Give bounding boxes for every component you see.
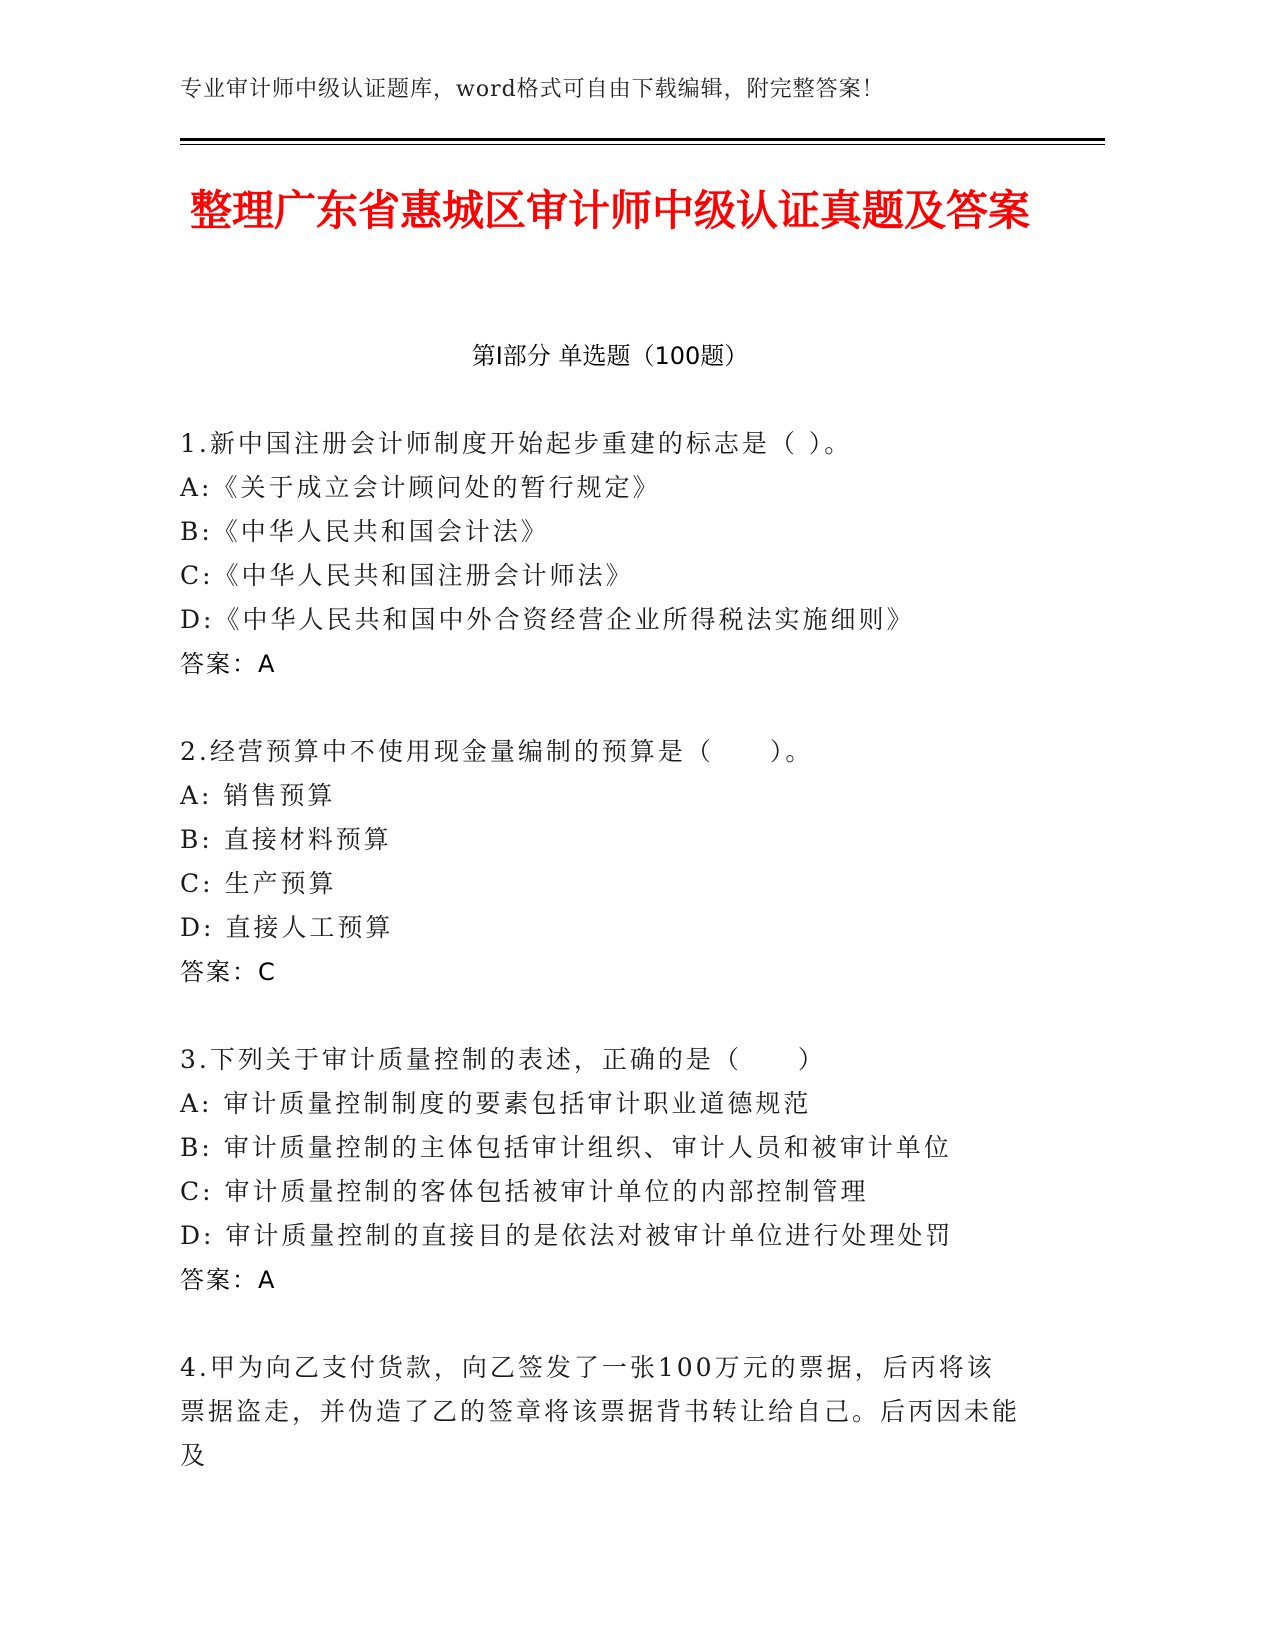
option-a: A: 审计质量控制制度的要素包括审计职业道德规范 <box>180 1089 812 1118</box>
option-a: A:《关于成立会计顾问处的暂行规定》 <box>180 473 661 502</box>
document-title: 整理广东省惠城区审计师中级认证真题及答案 <box>189 186 1030 235</box>
question-stem: 2.经营预算中不使用现金量编制的预算是（ ）。 <box>180 737 814 766</box>
question-4 <box>180 1346 1020 1478</box>
option-c: C: 审计质量控制的客体包括被审计单位的内部控制管理 <box>180 1177 869 1206</box>
question-2 <box>180 730 1020 994</box>
option-c: C: 生产预算 <box>180 869 337 898</box>
answer: 答案：A <box>180 650 277 678</box>
question-stem: 4.甲为向乙支付货款，向乙签发了一张100万元的票据，后丙将该票据盗走，并伪造了乙的签章将该票据背书转让给自己。后丙因未能及 <box>180 1353 1021 1470</box>
header-note: 专业审计师中级认证题库，word格式可自由下载编辑，附完整答案！ <box>180 77 885 102</box>
option-d: D: 审计质量控制的直接目的是依法对被审计单位进行处理处罚 <box>180 1221 954 1250</box>
answer: 答案：A <box>180 1266 277 1294</box>
question-stem: 3.下列关于审计质量控制的表述，正确的是（ ） <box>180 1045 826 1074</box>
question-list <box>180 422 1020 1522</box>
header-rule-thick <box>180 138 1105 141</box>
option-c: C:《中华人民共和国注册会计师法》 <box>180 561 634 590</box>
option-b: B: 直接材料预算 <box>180 825 392 854</box>
option-d: D:《中华人民共和国中外合资经营企业所得税法实施细则》 <box>180 605 915 634</box>
option-d: D: 直接人工预算 <box>180 913 394 942</box>
answer: 答案：C <box>180 958 277 986</box>
question-3 <box>180 1038 1020 1302</box>
option-b: B: 审计质量控制的主体包括审计组织、审计人员和被审计单位 <box>180 1133 952 1162</box>
header-rule-thin <box>180 144 1105 145</box>
question-stem: 1.新中国注册会计师制度开始起步重建的标志是（ ）。 <box>180 429 853 458</box>
section-heading: 第Ⅰ部分 单选题（100题） <box>471 342 749 370</box>
question-1 <box>180 422 1020 686</box>
option-a: A: 销售预算 <box>180 781 336 810</box>
option-b: B:《中华人民共和国会计法》 <box>180 517 549 546</box>
